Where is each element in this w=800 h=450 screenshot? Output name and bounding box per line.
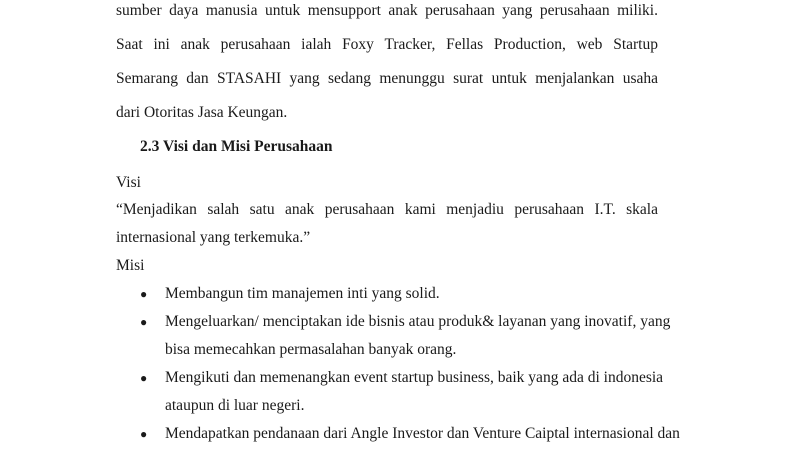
- misi-item-text: Mengeluarkan/ menciptakan ide bisnis atau produk& layanan yang inovatif, yang: [165, 313, 671, 330]
- misi-item-text: ataupun di luar negeri.: [165, 397, 305, 414]
- section-heading: 2.3 Visi dan Misi Perusahaan: [140, 138, 333, 155]
- bullet-icon: ●: [140, 287, 148, 301]
- paragraph-line: dari Otoritas Jasa Keungan.: [116, 104, 288, 121]
- bullet-icon: ●: [140, 371, 148, 385]
- misi-item-text: Mengikuti dan memenangkan event startup business, baik yang ada di indonesia: [165, 369, 664, 386]
- bullet-icon: ●: [140, 427, 148, 441]
- misi-label: Misi: [116, 257, 145, 274]
- visi-label: Visi: [116, 174, 141, 191]
- paragraph-line: sumber daya manusia untuk mensupport anak perusahaan yang perusahaan miliki.: [116, 2, 658, 19]
- misi-item-text: Mendapatkan pendanaan dari Angle Investor dan Venture Caiptal internasional dan: [165, 425, 680, 442]
- misi-item-text: Membangun tim manajemen inti yang solid.: [165, 285, 440, 302]
- visi-text-line: “Menjadikan salah satu anak perusahaan kami menjadiu perusahaan I.T. skala: [116, 201, 658, 218]
- bullet-icon: ●: [140, 315, 148, 329]
- misi-item-text: bisa memecahkan permasalahan banyak orang.: [165, 341, 457, 358]
- paragraph-line: Saat ini anak perusahaan ialah Foxy Tracker, Fellas Production, web Startup: [116, 36, 658, 53]
- paragraph-line: Semarang dan STASAHI yang sedang menunggu surat untuk menjalankan usaha: [116, 70, 658, 87]
- visi-text-line: internasional yang terkemuka.”: [116, 229, 311, 246]
